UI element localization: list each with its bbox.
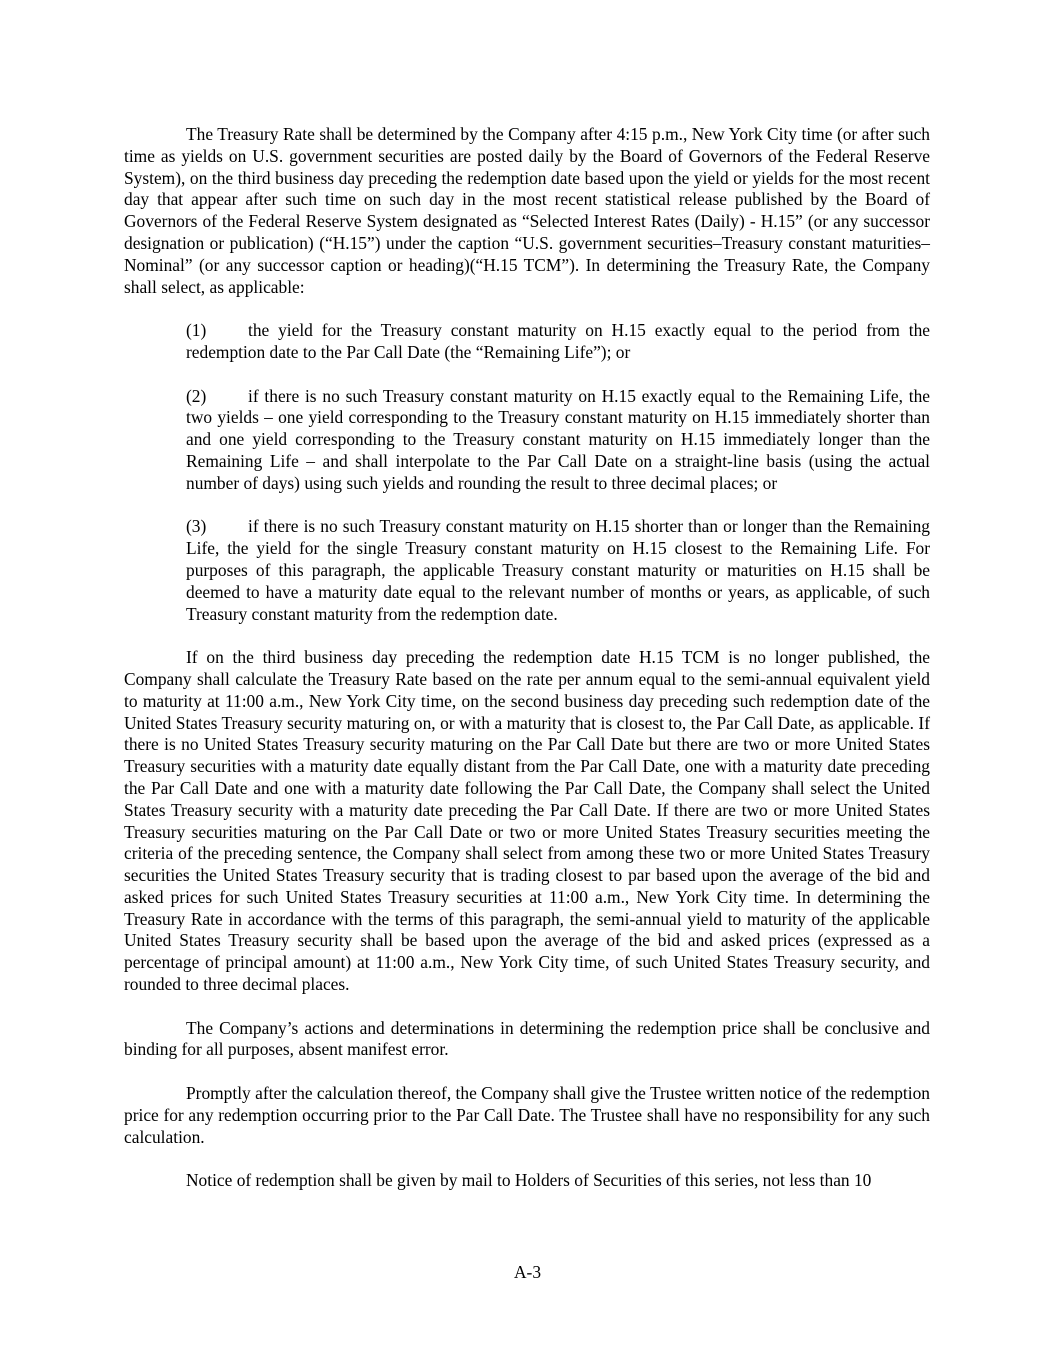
list-item-2 xyxy=(186,386,930,495)
list-item-number: (1) xyxy=(186,320,207,341)
list-item-number: (3) xyxy=(186,516,207,537)
page-number: A-3 xyxy=(513,1262,542,1282)
list-item-1 xyxy=(186,320,930,364)
list-item-text: if there is no such Treasury constant maturity on H.15 shorter than or longer than the Remaining Life, the yield for the single Treasury constant maturity on H.15 closest to the Remaining Life. For purposes of this paragraph, the applicable Treasury constant maturity or maturities on H.15 shall be deemed to have a maturity date equal to the relevant number of months or years, as applicable, of such Treasury constant maturity from the redemption date. xyxy=(186,516,930,624)
h15-unpublished-paragraph: If on the third business day preceding the redemption date H.15 TCM is no longer published, the Company shall calculate the Treasury Rate based on the rate per annum equal to the semi-annual equivalent yield to maturity at 11:00 a.m., New York City time, on the second business day preceding such redemption date of the United States Treasury security maturing on, or with a maturity that is closest to, the Par Call Date, as applicable. If there is no United States Treasury security maturing on the Par Call Date but there are two or more United States Treasury securities with a maturity date equally distant from the Par Call Date, one with a maturity date preceding the Par Call Date and one with a maturity date following the Par Call Date, the Company shall select the United States Treasury security with a maturity date preceding the Par Call Date. If there are two or more United States Treasury securities maturing on the Par Call Date or two or more United States Treasury securities meeting the criteria of the preceding sentence, the Company shall select from among these two or more United States Treasury securities the United States Treasury security that is trading closest to par based upon the average of the bid and asked prices for such United States Treasury securities at 11:00 a.m., New York City time. In determining the Treasury Rate in accordance with the terms of this paragraph, the semi-annual yield to maturity of the applicable United States Treasury security shall be based upon the average of the bid and asked prices (expressed as a percentage of principal amount) at 11:00 a.m., New York City time, of such United States Treasury security, and rounded to three decimal places. xyxy=(124,647,930,995)
conclusive-determination-paragraph: The Company’s actions and determinations in determining the redemption price shall be conclusive and binding for all purposes, absent manifest error. xyxy=(124,1017,930,1060)
trustee-notice-paragraph: Promptly after the calculation thereof, the Company shall give the Trustee written notice of the redemption price for any redemption occurring prior to the Par Call Date. The Trustee shall have no responsibility for any such calculation. xyxy=(124,1083,930,1147)
redemption-notice-paragraph: Notice of redemption shall be given by mail to Holders of Securities of this series, not less than 10 xyxy=(186,1170,872,1191)
list-item-number: (2) xyxy=(186,385,207,406)
list-item-3 xyxy=(186,516,930,625)
list-item-text: the yield for the Treasury constant maturity on H.15 exactly equal to the period from the redemption date to the Par Call Date (the “Remaining Life”); or xyxy=(186,320,930,362)
list-item-text: if there is no such Treasury constant maturity on H.15 exactly equal to the Remaining Life, the two yields – one yield corresponding to the Treasury constant maturity on H.15 immediately shorter than and one yield corresponding to the Treasury constant maturity on H.15 immediately longer than the Remaining Life – and shall interpolate to the Par Call Date on a straight-line basis (using the actual number of days) using such yields and rounding the result to three decimal places; or xyxy=(186,385,930,493)
document-body xyxy=(124,124,930,1214)
treasury-rate-paragraph: The Treasury Rate shall be determined by the Company after 4:15 p.m., New York City time (or after such time as yields on U.S. government securities are posted daily by the Board of Governors of the Federal Reserve System), on the third business day preceding the redemption date based upon the yield or yields for the most recent day that appear after such time on such day in the most recent statistical release published by the Board of Governors of the Federal Reserve System designated as “Selected Interest Rates (Daily) - H.15” (or any successor designation or publication) (“H.15”) under the caption “U.S. government securities–Treasury constant maturities–Nominal” (or any successor caption or heading)(“H.15 TCM”). In determining the Treasury Rate, the Company shall select, as applicable: xyxy=(124,124,930,297)
